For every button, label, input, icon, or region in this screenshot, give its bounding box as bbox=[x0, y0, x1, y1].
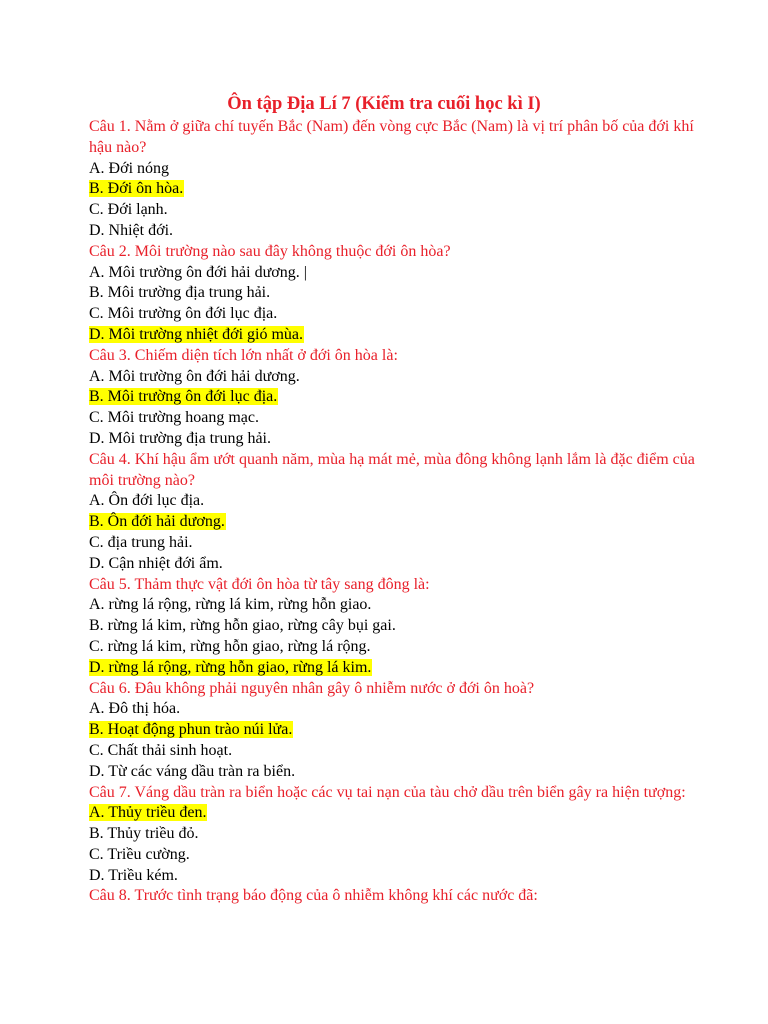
answer-option: A. Đới nóng bbox=[89, 159, 170, 177]
question-text: Câu 2. Môi trường nào sau đây không thuộc đới ôn hòa? bbox=[89, 242, 451, 260]
answer-option: C. Chất thải sinh hoạt. bbox=[89, 741, 233, 759]
answer-option-correct: D. Môi trường nhiệt đới gió mùa. bbox=[89, 325, 304, 343]
question-block bbox=[89, 346, 699, 450]
question-text: Câu 8. Trước tình trạng báo động của ô nhiễm không khí các nước đã: bbox=[89, 887, 538, 905]
answer-option: A. Môi trường ôn đới hải dương. | bbox=[89, 263, 307, 281]
question-block bbox=[89, 117, 699, 242]
question-text: Câu 7. Váng dầu tràn ra biển hoặc các vụ tai nạn của tàu chở dầu trên biển gây ra hiện tượng: bbox=[89, 783, 686, 801]
answer-option: A. Môi trường ôn đới hải dương. bbox=[89, 367, 300, 385]
answer-option: D. Cận nhiệt đới ẩm. bbox=[89, 554, 223, 572]
answer-option-correct: B. Môi trường ôn đới lục địa. bbox=[89, 388, 278, 406]
answer-option-correct: A. Thủy triều đen. bbox=[89, 804, 207, 822]
question-text: Câu 3. Chiếm diện tích lớn nhất ở đới ôn hòa là: bbox=[89, 346, 398, 364]
answer-option: B. rừng lá kim, rừng hỗn giao, rừng cây bụi gai. bbox=[89, 617, 396, 635]
answer-option: D. Môi trường địa trung hải. bbox=[89, 429, 271, 447]
question-text: Câu 6. Đâu không phải nguyên nhân gây ô nhiễm nước ở đới ôn hoà? bbox=[89, 679, 535, 697]
answer-option: C. Môi trường hoang mạc. bbox=[89, 409, 259, 427]
question-block bbox=[89, 679, 699, 783]
answer-option: C. địa trung hải. bbox=[89, 533, 193, 551]
answer-option: A. rừng lá rộng, rừng lá kim, rừng hỗn giao. bbox=[89, 596, 372, 614]
question-block bbox=[89, 783, 699, 887]
answer-option: C. Môi trường ôn đới lục địa. bbox=[89, 305, 278, 323]
answer-option: B. Môi trường địa trung hải. bbox=[89, 284, 271, 302]
answer-option: D. Nhiệt đới. bbox=[89, 221, 174, 239]
answer-option-correct: B. Hoạt động phun trào núi lửa. bbox=[89, 721, 293, 739]
question-text: Câu 5. Thảm thực vật đới ôn hòa từ tây sang đông là: bbox=[89, 575, 430, 593]
question-text: Câu 1. Nằm ở giữa chí tuyến Bắc (Nam) đến vòng cực Bắc (Nam) là vị trí phân bố của đới khí hậu nào? bbox=[89, 118, 694, 156]
question-block bbox=[89, 886, 699, 907]
answer-option-correct: B. Ôn đới hải dương. bbox=[89, 513, 225, 531]
answer-option-correct: D. rừng lá rộng, rừng hỗn giao, rừng lá kim. bbox=[89, 658, 372, 676]
answer-option: C. Đới lạnh. bbox=[89, 201, 168, 219]
question-block bbox=[89, 242, 699, 346]
answer-option: C. rừng lá kim, rừng hỗn giao, rừng lá rộng. bbox=[89, 637, 371, 655]
answer-option: C. Triều cường. bbox=[89, 845, 190, 863]
document-title: Ôn tập Địa Lí 7 (Kiểm tra cuối học kì I) bbox=[227, 94, 541, 114]
question-block bbox=[89, 450, 699, 575]
answer-option: B. Thủy triều đỏ. bbox=[89, 825, 199, 843]
answer-option: A. Đô thị hóa. bbox=[89, 700, 181, 718]
question-text: Câu 4. Khí hậu ẩm ướt quanh năm, mùa hạ mát mẻ, mùa đông không lạnh lắm là đặc điểm của môi trường nào? bbox=[89, 450, 695, 489]
answer-option: A. Ôn đới lục địa. bbox=[89, 492, 205, 510]
question-list bbox=[89, 117, 699, 907]
question-block bbox=[89, 575, 699, 679]
answer-option: D. Từ các váng dầu tràn ra biển. bbox=[89, 762, 296, 780]
answer-option: D. Triều kém. bbox=[89, 866, 178, 884]
answer-option-correct: B. Đới ôn hòa. bbox=[89, 180, 184, 198]
